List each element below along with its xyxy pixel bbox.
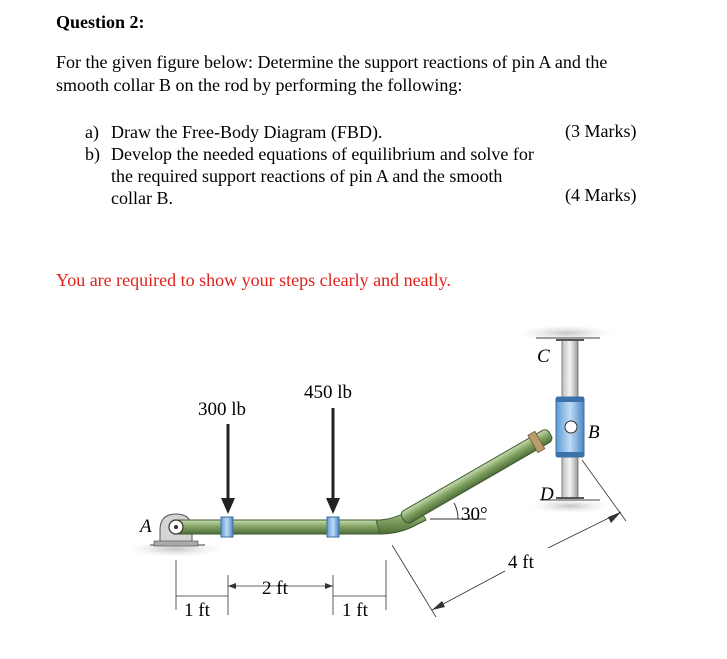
label-d: D: [540, 484, 554, 505]
dim-arrow-2ft-right: [325, 583, 333, 589]
part-b-label: b): [85, 144, 100, 164]
intro-line-2: smooth collar B on the rod by performing the following:: [56, 75, 463, 95]
part-b-line-1: Develop the needed equations of equilibrium and solve for: [111, 144, 534, 164]
load-collar-1: [221, 517, 233, 537]
label-450: 450 lb: [304, 382, 353, 403]
arrow-450-head: [326, 498, 340, 514]
label-c: C: [537, 346, 550, 367]
load-collar-2: [327, 517, 339, 537]
label-dim2: 2 ft: [262, 578, 288, 599]
label-a: A: [140, 516, 152, 537]
pin-a-center: [174, 525, 178, 529]
label-dim4: 4 ft: [508, 552, 534, 573]
part-b-line-3: collar B.: [111, 188, 173, 208]
label-300: 300 lb: [198, 399, 247, 420]
part-a-marks: (3 Marks): [565, 121, 637, 141]
question-title: Question 2:: [56, 12, 145, 32]
ceiling-ground: [518, 325, 614, 341]
collar-b-band-top: [556, 397, 584, 402]
label-dim3: 1 ft: [342, 600, 368, 621]
pin-base-a: [154, 541, 198, 546]
instruction-note: You are required to show your steps clearly and neatly.: [56, 270, 451, 290]
dim-arrow-4ft-end: [608, 512, 621, 523]
collar-b-band-bottom: [556, 452, 584, 457]
part-a-text: Draw the Free-Body Diagram (FBD).: [111, 122, 383, 142]
part-b-line-2: the required support reactions of pin A and the smooth: [111, 166, 503, 186]
dim-arrow-4ft-start: [432, 601, 445, 610]
rod-horizontal: [175, 520, 387, 534]
label-b: B: [588, 422, 600, 443]
label-angle: 30°: [461, 504, 488, 525]
label-dim1: 1 ft: [184, 600, 210, 621]
ext-line-bend: [392, 545, 436, 617]
dim-arrow-2ft-left: [228, 583, 236, 589]
angle-arc: [454, 503, 458, 519]
intro-line-1: For the given figure below: Determine the support reactions of pin A and the: [56, 52, 608, 72]
arrow-300-head: [221, 498, 235, 514]
part-a-label: a): [85, 122, 99, 142]
pin-b: [565, 421, 577, 433]
part-b-marks: (4 Marks): [565, 185, 637, 205]
